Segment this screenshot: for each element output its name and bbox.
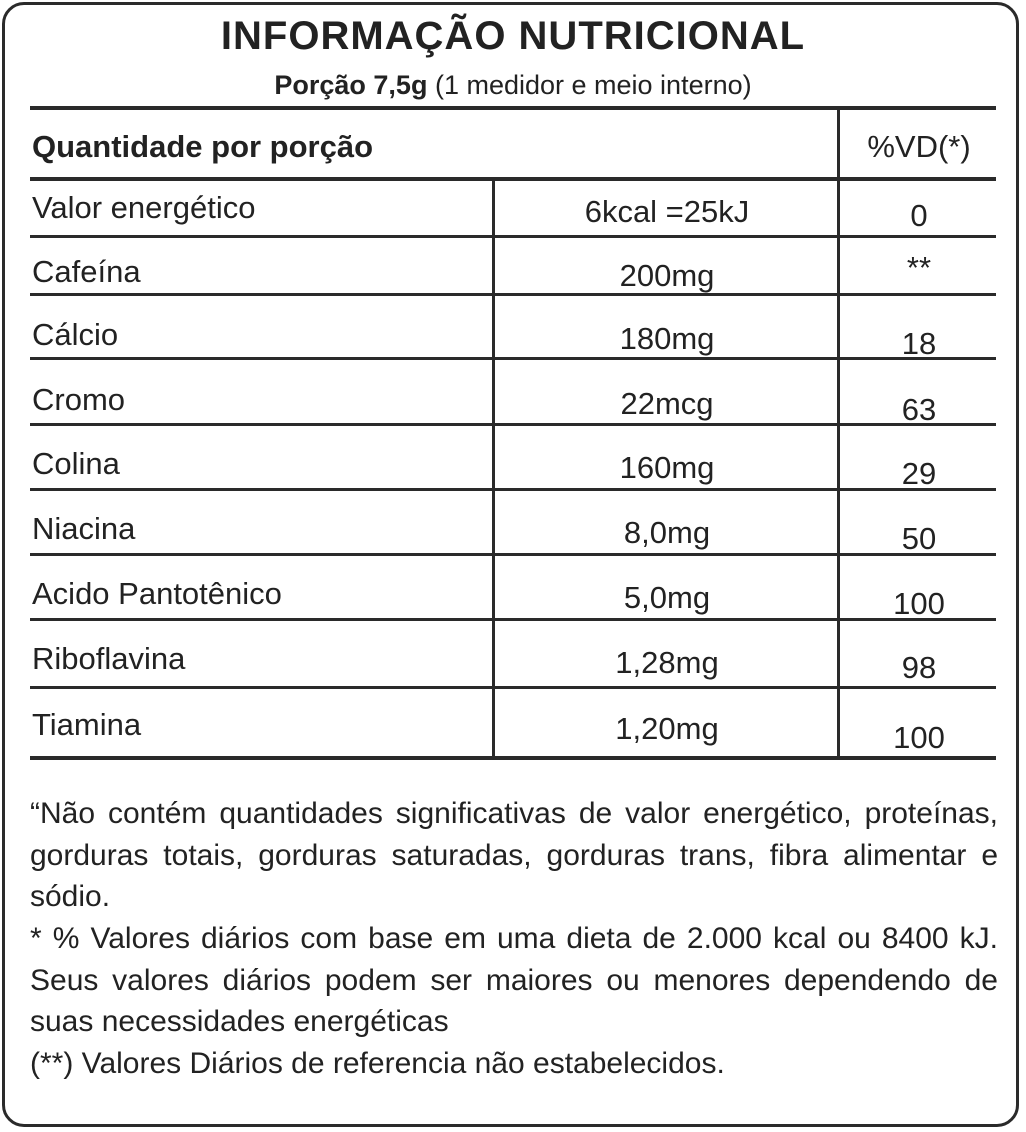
table-row: [30, 360, 996, 425]
nutrient-vd: 98: [901, 650, 937, 685]
nutrient-vd: 29: [901, 456, 937, 491]
nutrient-name: Cafeína: [32, 254, 141, 289]
nutrient-vd: 18: [901, 326, 937, 361]
nutrient-amount: 22mcg: [620, 386, 714, 421]
table-row: [30, 238, 996, 294]
header-vd-label: %VD(*): [867, 129, 971, 164]
nutrient-vd: **: [906, 250, 932, 285]
footnote-not-significant: “Não contém quantidades significativas de valor energético, proteínas, gorduras totais, gorduras saturadas, gorduras trans, fibra alimentar e sódio.: [30, 797, 998, 914]
header-quantity-label: Quantidade por porção: [32, 129, 374, 164]
nutrient-name: Valor energético: [32, 190, 256, 225]
footnote-daily-values: * % Valores diários com base em uma dieta de 2.000 kcal ou 8400 kJ. Seus valores diários podem ser maiores ou menores dependendo de suas necessidades energéticas: [30, 922, 998, 1039]
nutrient-amount: 1,28mg: [615, 645, 719, 680]
serving-size-bold: Porção 7,5g: [274, 70, 428, 100]
nutrient-vd: 0: [910, 198, 928, 233]
table-row: [30, 491, 996, 556]
nutrient-amount: 1,20mg: [615, 711, 719, 746]
nutrient-name: Cromo: [32, 382, 126, 417]
nutrient-vd: 50: [901, 521, 937, 556]
nutrient-vd: 100: [893, 586, 945, 621]
nutrient-vd: 63: [901, 392, 937, 427]
table-row: [30, 556, 996, 621]
footnotes: [30, 793, 998, 1085]
serving-size-description: (1 medidor e meio interno): [434, 70, 752, 100]
nutrient-amount: 8,0mg: [623, 515, 711, 550]
nutrient-name: Acido Pantotênico: [32, 576, 282, 611]
nutrient-vd: 100: [893, 720, 945, 755]
nutrient-name: Cálcio: [32, 317, 119, 352]
footnote-not-established: (**) Valores Diários de referencia não estabelecidos.: [30, 1047, 725, 1081]
nutrient-name: Tiamina: [32, 707, 142, 742]
nutrient-name: Colina: [32, 446, 120, 481]
table-row: [30, 180, 996, 236]
nutrition-table: [30, 106, 996, 762]
nutrient-amount: 200mg: [619, 258, 715, 293]
table-row: [30, 426, 996, 491]
table-bottom-rule: [30, 756, 996, 760]
nutrient-amount: 5,0mg: [623, 580, 711, 615]
table-row: [30, 689, 996, 754]
nutrient-name: Niacina: [32, 511, 136, 546]
nutrient-name: Riboflavina: [32, 641, 186, 676]
serving-size: [0, 70, 1026, 101]
nutrient-amount: 180mg: [619, 321, 715, 356]
table-row: [30, 621, 996, 686]
nutrient-amount: 160mg: [619, 450, 715, 485]
table-top-rule: [30, 106, 996, 110]
nutrient-amount: 6kcal =25kJ: [584, 194, 750, 229]
table-row: [30, 296, 996, 361]
label-title: INFORMAÇÃO NUTRICIONAL: [220, 14, 806, 58]
